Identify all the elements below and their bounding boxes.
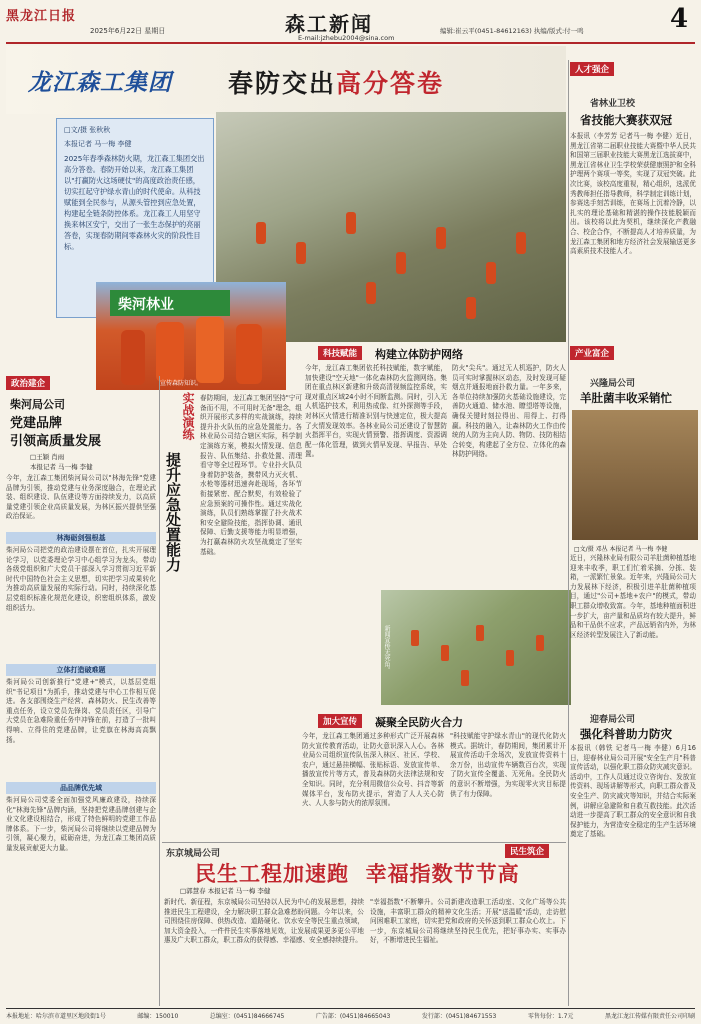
left-photo-caption: 宣传森防知识。 [160,380,203,387]
footer-price: 零售每份：1.7元 [527,1013,574,1020]
publicity-body: 今年，龙江森工集团通过多种形式广泛开展森林防火宣传教育活动，让防火意识深入人心。各林业局公司组织宣传队伍深入林区、社区、学校、农户，通过悬挂横幅、张贴标语、发放宣传单、播放宣传片等方式，普及森林防火法律法规和安全知识。同时，充分利用微信公众号、抖音等新媒体平台，发布防火提示，营造了人人关心防火、人人参与防火的浓厚氛围。 [302,732,444,808]
section-tag-talent: 人才强企 [570,62,614,76]
talent-kicker: 省林业卫校 [590,99,636,109]
section-tag-livelihood: 民生筑企 [505,844,549,858]
left-photo-banner: 柴河林业 [110,290,230,316]
footer [6,1011,695,1023]
lead-body: 2025年春季森林防火期，龙江森工集团交出高分答卷。春防开始以来，龙江森工集团以"打赢防火这场硬仗"的高度政治责任感，切实扛起守护绿水青山的时代使命。从科技赋能到全民参与，从源头管控到应急处置，构建起全链条防控体系。龙江森工人用坚守换来林区安宁，交出了一张生态保护的亮丽答卷，实现春防期间零森林火灾的阶段性目标。 [64,154,205,251]
footer-ad-tel: 总编室：(0451)84666745 [209,1013,285,1020]
mid-photo [381,590,571,705]
lead-byline1: □文/摄 张秋秋 [64,126,111,134]
left-subhead3: 品品牌优先域 [6,782,156,794]
vertical-body-cont [200,592,378,710]
issue-date: 2025年6月22日 星期日 [90,27,166,35]
safety-body: 本报讯（韩铁 记者马一梅 李健）6月16日，迎春林业局公司开展"安全生产月"科普宣传活动，以强化职工群众防灾减灾意识。活动中，工作人员通过设立咨询台、发放宣传资料、现场讲解等形式，向职工群众普及安全生产、防灾减灾等知识，并结合实际案例，讲解应急避险和自救互救技能。此次活动进一步提高了职工群众的安全意识和自我保护能力，为营造安全稳定的生产生活环境奠定了基础。 [570,744,696,839]
mid-photo-caption: 新闻宣传无死角。 [383,625,390,673]
left-body1: 柴河局公司把党的政治建设摆在首位，扎实开展理论学习，以党委理论学习中心组学习为龙头，带动各级党组织和广大党员干部深入学习贯彻习近平新时代中国特色社会主义思想，切实把学习成果转化为推动高质量发展的实际行动。同时，持续深化基层党组织标准化规范化建设，织密组织体系，激发组织活力。 [6,546,156,612]
left-title-line2: 党建品牌 [10,416,63,431]
section-tag-politics: 政治建企 [6,376,50,390]
footer-delivery: 发行部：(0451)84671553 [421,1013,497,1020]
vertical-title: 提升应急处置能力 [164,452,182,572]
livelihood-byline: □郭慧春 本报记者 马一梅 李健 [180,887,271,895]
left-title-line3: 引领高质量发展 [10,434,102,449]
section-tag-tech: 科技赋能 [318,346,362,360]
talent-title: 省技能大赛获双冠 [580,113,672,127]
safety-title: 强化科普助力防灾 [580,727,672,741]
publicity-body-right: "科技赋能守护绿水青山"的现代化防火模式。据统计，春防期间，集团累计开展宣传活动千余场次，发放宣传资料十余万份，出动宣传车辆数百台次，实现了防火宣传全覆盖、无死角。全民防火的意识不断增强，为实现零火灾目标提供了有力保障。 [450,732,566,798]
left-body2: 柴河局公司创新推行"党建+"模式，以基层党组织"书记项目"为抓手，推动党建与中心工作相互促进。各支部围绕生产经营、森林防火、民生改善等重点任务，设立党员先锋岗、党员责任区，引导广大党员在急难险重任务中冲锋在前，打造了一批叫得响、立得住的党建品牌，让党旗在林海高高飘扬。 [6,678,156,744]
footer-postcode: 邮编：150010 [137,1013,179,1020]
safety-kicker: 迎春局公司 [590,715,636,725]
tech-body: 今年，龙江森工集团依托科技赋能，数字赋能，加快建设"空天地"一体化森林防火监测网络。集团在重点林区新建和升级高清视频监控系统，实现对重点区域24小时不间断监测。同时，引入无人机巡护技术，利用热成像、红外探测等手段，对林区火情进行精准识别与快速定位，极大提高了火情发现效率。各林业局公司还建设了智慧防火指挥平台，实现火情预警、指挥调度、资源调配一体化管理，做到火情早发现、早报告、早处置。 [305,364,447,459]
livelihood-body: 新时代、新征程，东京城局公司坚持以人民为中心的发展思想，持续推进民生工程建设，全力解决职工群众急难愁盼问题。今年以来，公司围绕住房保障、供热改造、道路硬化、饮水安全等民生重点领域，加大资金投入，一件件民生实事落地见效，让发展成果更多更公平地惠及广大职工群众，职工群众的获得感、幸福感、安全感持续提升。 [164,898,364,945]
tech-body-right: 防火"尖兵"。通过无人机巡护，防火人员可实时掌握林区动态，及时发现可疑烟点并通报地面扑救力量。一年多来，各单位持续加强防火基础设施建设，完善防火通道、储水池、瞭望塔等设施，确保关键时刻拉得出、用得上、打得赢。科技的融入，让森林防火工作由传统的人防为主向人防、物防、技防相结合转变，构建起了全方位、立体化的森林防护网络。 [452,364,566,459]
email: E-mail:jzhebu2004@sina.com [298,34,395,42]
industry-byline: □文/摄 邓丛 本报记者 马一梅 李健 [574,546,668,553]
left-byline1: □王颖 肖雨 [30,453,65,461]
industry-photo [572,410,698,540]
vertical-body: 春防期间，龙江森工集团坚持"宁可备而不用，不可用时无备"理念，组织开展形式多样的实战演练，持续提升扑火队伍的应急处置能力。各林业局公司结合辖区实际，科学制定演练方案，模拟火情发现、信息报告、队伍集结、扑救处置、清理看守等全过程环节。专业扑火队员身着防护装备，携带风力灭火机、水枪等器材迅速奔赴现场，各环节衔接紧密、配合默契，有效检验了应急预案的可操作性。通过实战化演练，队员们熟练掌握了扑火战术和安全避险技能，指挥协调、通讯保障、后勤支援等能力明显增强，为打赢森林防火攻坚战奠定了坚实基础。 [200,394,302,556]
headline-part2b: 高分答卷 [336,69,445,98]
headline-part1: 龙江森工集团 [28,70,172,96]
lead-byline2: 本报记者 马一梅 李健 [64,140,132,148]
headline-part2a: 春防交出 [228,69,337,98]
livelihood-title [195,858,520,888]
section-title: 森工新闻 [285,12,373,36]
top-rule [6,42,695,44]
industry-body: 近日，兴隆林业局有限公司羊肚菌种植基地迎来丰收季，职工们忙着采摘、分拣、装箱，一派繁忙景象。近年来，兴隆局公司大力发展林下经济，积极引进羊肚菌种植项目，通过"公司+基地+农户"的模式，带动职工群众增收致富。今年，基地种植面积进一步扩大，亩产量和品质均有较大提升，鲜品和干品供不应求，产品远销省内外，为林区经济转型发展注入了新动能。 [570,554,696,639]
right-column-divider [568,60,569,1006]
page-number: 4 [670,4,689,34]
bottom-rule [6,1008,695,1009]
left-subhead1: 林海砺剑强根基 [6,532,156,544]
left-title-line1: 柴河局公司 [10,398,65,411]
livelihood-title-part2: 幸福指数节节高 [365,862,520,886]
headline-part2 [228,64,444,100]
footer-edit-tel: 广告部：(0451)84665043 [315,1013,391,1020]
livelihood-kicker: 东京城局公司 [166,849,221,859]
bottom-divider [162,842,566,843]
left-body3: 柴河局公司党委全面加强党风廉政建设，持续深化"林海先锋"品牌内涵，坚持把党建品牌创建与企业文化建设相结合，形成了特色鲜明的党建工作品牌体系。下一步，柴河局公司将继续以党建品牌为引领，凝心聚力，砥砺奋进，为龙江森工集团高质量发展贡献更大力量。 [6,796,156,852]
talent-body: 本报讯（李芳芳 记者马一梅 李健）近日，黑龙江省第二届职业技能大赛暨中华人民共和国第三届职业技能大赛黑龙江选拔赛中，黑龙江省林业卫生学校荣获健康照护和全科护理两个赛项一等奖，实现了双冠突破。此次比赛，该校高度重视，精心组织，选派优秀教师担任指导教师，科学制定训练计划，参赛选手刻苦训练，在赛场上沉着冷静，以扎实的理论基础和精湛的操作技能脱颖而出。该校将以此为契机，继续深化产教融合、校企合作，不断提高人才培养质量，为龙江森工集团和地方经济社会发展输送更多高素质技术技能人才。 [570,132,696,256]
footer-printer: 黑龙江龙江传媒有限责任公司印刷 [604,1013,695,1020]
left-byline2: 本报记者 马一梅 李健 [30,463,93,471]
editor-info: 编辑:崔云平(0451-84612163) 执编/版式:付一鸣 [440,27,584,35]
livelihood-title-part1: 民生工程加速跑 [195,862,349,886]
left-subhead2: 立体打造破难题 [6,664,156,676]
industry-kicker: 兴隆局公司 [590,379,636,389]
tech-title: 构建立体防护网络 [375,348,463,361]
column-divider [159,376,160,1006]
publicity-title: 凝聚全民防火合力 [375,716,463,729]
vertical-section-tag: 实战演练 [181,392,195,440]
paper-name: 黑龙江日报 [6,9,77,24]
livelihood-body-right: "幸福指数"不断攀升。公司新建改造职工活动室、文化广场等公共设施，丰富职工群众的精神文化生活；开展"送温暖"活动，走访慰问困难职工家庭，切实把党和政府的关怀送到职工群众心坎上。下一步，东京城局公司将继续坚持民生优先，把好事办实、实事办好，不断增进民生福祉。 [370,898,566,945]
industry-title: 羊肚菌丰收采销忙 [580,391,672,405]
left-intro: 今年，龙江森工集团柴河局公司以"林海先锋"党建品牌为引领，推动党建与业务深度融合，在理论武装、组织建设、队伍建设等方面持续发力，以高质量党建引领企业高质量发展，为林区振兴提供坚强政治保证。 [6,474,156,521]
section-tag-publicity: 加大宣传 [318,714,362,728]
section-tag-industry: 产业富企 [570,346,614,360]
footer-address: 本报地址：哈尔滨市道里区地段街1号 [6,1013,106,1020]
